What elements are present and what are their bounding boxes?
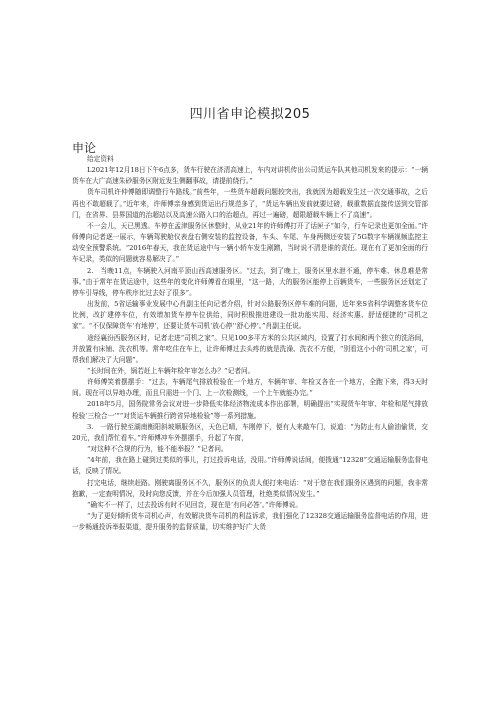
paragraph: 2018年5月，国务院常务会议对进一步降低实体经济物流成本作出部署，明确提出“实现货车年审、年检和尾气排放检验‘三检合一’”“对货运车辆推行跨省异地检验”等一系列措施。 — [72, 400, 428, 420]
paragraph: 许师傅笑着摆摆手：“过去，车辆尾气排放检验在一个地方，车辆年审、年检又各在一个地方，全跑下来，得3天时间。现在可以异地办理，而且只需进一个门、上一次检测线，一个上午就能办完。” — [72, 378, 428, 398]
paragraph: 货车司机许仲傅随即调整行车路线。”前些年，一些货车超载问题较突出，我就因为超载发生过一次交通事故，之后再也不敢超载了。”近年来，许师傅亲身感到货运出行规范多了，“货运车辆出发前就要过磅，载重数据直接传送到交管部门，在省界、县界国道的治超站以及高速公路入口的治超点，再过一遍磅，超限超载车辆上不了高速”。 — [72, 188, 428, 219]
paragraph: 2. 当晚11点，车辆驶入河南平顶山西高速服务区。“过去，到了晚上，服务区里水泄不通，停车难、休息难是常事。”由于常年在货运途中，这些年的变化许师傅看在眼里，“这一路，大的服务区能停上百辆货车，一些服务区还划定了停车引导线，停车秩序比过去好了很多”。 — [72, 266, 428, 297]
paragraph: 途经襄汾西服务区时，记者走进“司机之家”。只见100多平方米的公共区域内，设置了打水间和两个独立的洗浴间，并放置有床铺、洗衣机等。常年吃住在车上，让许师傅过去头疼的就是洗澡、洗衣不方便，“别看这小小的‘司机之家’，可帮我们解决了大问题”。 — [72, 333, 428, 364]
paragraph: 出发前，5省运输事业发展中心肖副主任向记者介绍，针对公路服务区停车难的问题，近年来S省科学调整客货车位比例，改扩建停车位，有效增加货车停车位供给，同时积极推进建设一批功能实用、经济实惠、舒适便捷的“司机之家”。“不仅保障货车‘有地停’，还要让货车司机‘放心停’‘舒心停’。”肖副主任说。 — [72, 300, 428, 331]
paragraph: “长时间在外，锅若赶上车辆年检年审怎么办？”记者问。 — [87, 366, 255, 375]
paragraph: 不一会儿，天已黑透。车停在孟津服务区休整时，从业21年的许师傅打开了话匣子“如今，行车记录也更加全面。”许师傅向记者逐一展示，车辆驾驶舱仪表盘右侧安装的监控设备，车头、车尾、车身两侧还安装了5G数字车辆视频监控主动安全预警系统。“2016年春天，我在货运途中与一辆小轿车发生剐蹭，当时说不清是谁的责任。现在有了更加全面的行车记录，类似的问题就容易解决了。” — [72, 221, 428, 264]
paragraph: L2021年12月18日下午6点多，货车行驶在济清高速上，车内对讲机传出公司货运车队其他司机发来的提示：“一辆货车在大广高速朱砂服务区附近发生侧翻事故，请提前绕行。” — [72, 166, 428, 186]
paragraph: 打完电话，继续赶路。刚驶离服务区不久，服务区的负责人便打来电话：“对于您在我们服务区遇到的问题，我非常抱歉，一定查明情况，及时向您反馈，并在今后加强人员管理，杜绝类似情况发生。” — [72, 478, 428, 498]
paragraph: “确实不一样了，过去投诉有时不见回音，现在是‘有问必答’。”许师傅说。 — [87, 500, 303, 509]
paragraph: “对这种不合规的行为，能不能举报？”记者问。 — [87, 445, 228, 454]
material-label: 给定资料 — [87, 155, 114, 163]
section-heading: 申论 — [72, 141, 97, 155]
paragraph: “4年前，我在路上碰到过类似的事儿，打过投诉电话，没用。”许师傅说话间，便拨通“12328”交通运输服务监督电话，反映了情况。 — [72, 456, 428, 476]
document-body — [72, 154, 428, 533]
paragraph: 3. 一路行驶至湖南衡阳斜坡顺服务区，天色已晴，车刚停下，便有人来敲车门，说道：“为防止有人偷油偷货，交20元，我们帮忙看车。”许师傅冲车外摆摆手，升起了车窗， — [72, 422, 428, 442]
paragraph: “为了更好倾听货车司机心声，有效解决货车司机的利益诉求，我们强化了12328交通运输服务监督电话的作用，进一步畅通投诉举报渠道，提升服务的监督质量，切实维护好广大货 — [72, 512, 428, 532]
document-title: 四川省申论模拟205 — [189, 107, 311, 122]
